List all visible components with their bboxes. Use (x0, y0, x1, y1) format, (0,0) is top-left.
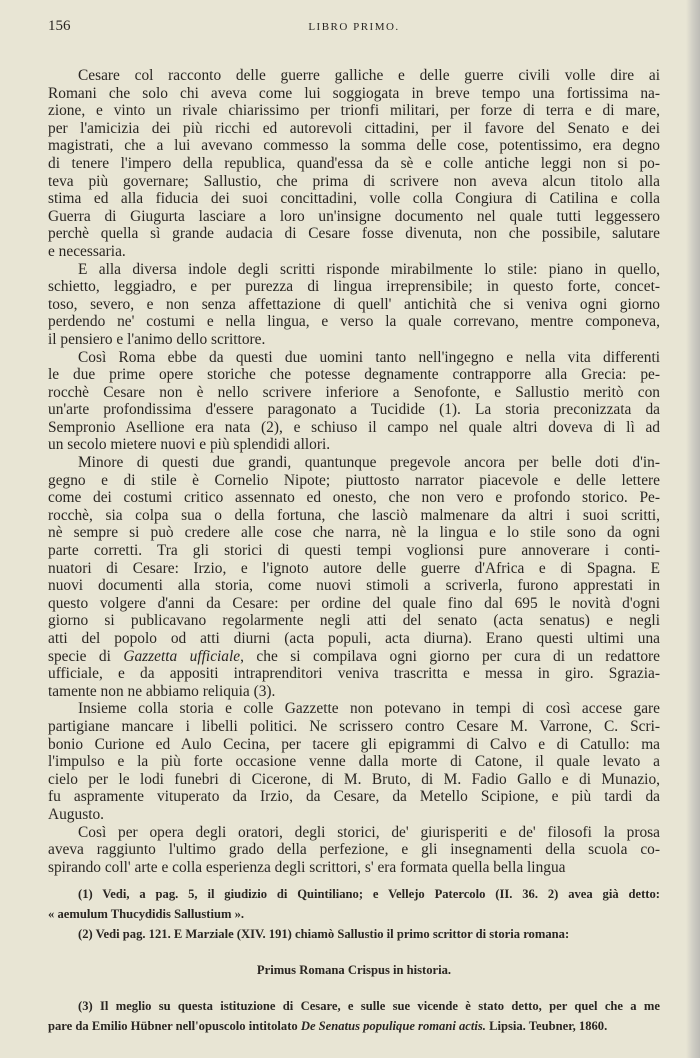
footnote-line (48, 1016, 660, 1036)
text-line: atti del popolo od atti diurni (acta populi, acta diurna). Erano questi ultimi una (48, 630, 660, 647)
text-line: Augusto. (48, 805, 105, 823)
text-line: magistrati, che a lui avevano commesso la somma delle cose, potentissimo, era degno (48, 137, 660, 155)
page-header (48, 18, 660, 38)
text-line: Minore di questi due grandi, quantunque pregevole ancora per belle doti d'in- (78, 454, 660, 472)
footnote-line: « aemulum Thucydidis Sallustium ». (48, 907, 245, 921)
text-line: di tenere l'impero della republica, quand'essa da sè e colle antiche leggi non si po- (48, 154, 660, 172)
text-line: bonio Curione ed Aulo Cecina, per tacere gli epigrammi di Calvo e di Catullo: ma (48, 735, 660, 753)
text-line: nè sempre si può credere alle cose che narra, nè la lingua e lo stile sono da ogni (48, 524, 660, 542)
text-line: nuovi documenti alla storia, come nuovi stimoli a scriverla, furono apprestati in (48, 577, 660, 595)
text-line: Insieme colla storia e colle Gazzette non potevano in tempi di così accese gare (78, 700, 660, 718)
text-line: Sempronio Asellione era nata (2), e schiuso il campo nel quale altri doveva di lì ad (48, 418, 660, 436)
footnotes (48, 884, 660, 1036)
text-line: parte corretti. Tra gli storici di questi tempi voglionsi pure annoverare i conti- (48, 542, 660, 560)
text-line: stima ed alla fiducia dei suoi concittadini, volle colla Congiura di Catilina e colla (48, 190, 660, 208)
text-line: il pensiero e l'animo dello scrittore. (48, 330, 266, 348)
text-line: nuatori di Cesare: Irzio, e l'ignoto autore delle guerre d'Africa e di Spagna. E (48, 559, 660, 577)
text-line: gegno e di stile è Cornelio Nipote; piuttosto narrator piacevole e delle lettere (48, 471, 660, 489)
text-line: zione, e vinto un rivale chiarissimo per trionfi militari, per forze di terra e di mare, (48, 102, 660, 120)
page-number: 156 (48, 18, 71, 34)
text-line: teva più governare; Sallustio, che prima di scrivere non aveva alcun titolo alla (48, 172, 660, 190)
text-line: giorno si publicavano regolarmente negli atti del senato (acta senatus) e negli (48, 612, 660, 630)
spacer (48, 980, 660, 996)
text-line: questo volgere d'anni da Cesare: per ordine del quale fino dal 695 le novità d'ogni (48, 594, 660, 612)
text-line: rocchè Cesare non è nello scrivere inferiore a Senofonte, e Sallustio meritò con (48, 383, 660, 401)
text-segment: specie di (48, 647, 124, 665)
spacer (48, 944, 660, 960)
text-line: tamente non ne abbiamo reliquia (3). (48, 682, 276, 700)
text-line: rocchè, sia colpa sua o della fortuna, che lasciò malmenare da altri i suoi scritti, (48, 506, 660, 524)
text-line: perchè quella sì grande audacia di Cesare fosse divenuta, non che possibile, salutare (48, 225, 660, 243)
text-line: Così per opera degli oratori, degli storici, de' giurisperiti e de' filosofi la prosa (78, 823, 660, 841)
text-line (48, 648, 660, 666)
text-line: aveva raggiunto l'ultimo grado della perfezione, e gli insegnamenti della scuola co- (48, 841, 660, 859)
footnote-line: (3) Il meglio su questa istituzione di Cesare, e sulle sue vicende è stato detto, per quel che a me (78, 999, 660, 1013)
italic-text: De Senatus populique romani actis. (300, 1019, 486, 1033)
running-title: LIBRO PRIMO. (308, 21, 400, 33)
text-line: cielo per le lodi funebri di Cicerone, di M. Bruto, di M. Fadio Gallo e di Munazio, (48, 770, 660, 788)
text-segment: Lipsia. Teubner, 1860. (485, 1019, 608, 1033)
text-line: come dei costumi critico assennato ed onesto, che non vero e profondo storico. Pe- (48, 489, 660, 507)
text-line: l'impulso e la più forte occasione venne dalla morte di Catone, il quale levato a (48, 753, 660, 771)
text-line: Così Roma ebbe da questi due uomini tanto nell'ingegno e nella vita differenti (78, 348, 660, 366)
text-line: toso, severo, e non senza affettazione di quell' antichità che si veniva ogni giorno (48, 295, 660, 313)
text-segment: pare da Emilio Hübner nell'opuscolo intitolato (48, 1019, 301, 1033)
text-line: Guerra di Giugurta lasciare a loro un'insigne documento nel quale tutti leggessero (48, 207, 660, 225)
body-text (48, 67, 660, 876)
text-line: Romani che solo chi aveva come lui soggiogata in breve tempo una fortissima na- (48, 84, 660, 102)
italic-text: Gazzetta ufficiale (123, 647, 241, 665)
text-line: Cesare col racconto delle guerre galliche e delle guerre civili volle dire ai (78, 67, 660, 84)
text-line: fu aspramente vituperato da Irzio, da Cesare, da Metello Scipione, e più tardi da (48, 788, 660, 806)
text-line: schietto, leggiadro, e per purezza di lingua irreprensibile; in questo forte, concet- (48, 278, 660, 296)
text-line: spirando coll' arte e colla esperienza degli scrittori, s' era formata quella bella lingua (48, 858, 566, 876)
page-edge-shadow (686, 0, 700, 1058)
text-line: e necessaria. (48, 242, 126, 260)
text-line: perdendo ne' costumi e nella lingua, e verso la quale correvano, mentre componeva, (48, 313, 660, 331)
text-line: E alla diversa indole degli scritti risponde mirabilmente lo stile: piano in quello, (78, 260, 660, 278)
footnote-line: (2) Vedi pag. 121. E Marziale (XIV. 191) chiamò Sallustio il primo scrittor di storia romana: (78, 927, 570, 941)
text-line: un secolo mietere nuovi e più splendidi allori. (48, 436, 331, 454)
text-line: le due prime opere storiche che potesse degnamente contrapporre alla Grecia: pe- (48, 366, 660, 384)
text-segment: , che si compilava ogni giorno per cura di un redattore (240, 647, 660, 665)
text-line: per l'amicizia dei più ricchi ed autorevoli cittadini, per il favore del Senato e dei (48, 119, 660, 137)
text-line: ufficiale, e da appositi intraprenditori veniva trascritta e messa in giro. Sgrazia- (48, 665, 660, 683)
text-line: un'arte profondissima d'essere paragonato a Tucidide (1). La storia preconizzata da (48, 401, 660, 419)
footnote-quote: Primus Romana Crispus in historia. (256, 963, 452, 977)
text-line: partigiane mancare i libelli politici. Ne scrissero contro Cesare M. Varrone, C. Scri- (48, 717, 660, 735)
footnote-line: (1) Vedi, a pag. 5, il giudizio di Quintiliano; e Vellejo Patercolo (II. 36. 2) avea già detto: (78, 887, 660, 901)
